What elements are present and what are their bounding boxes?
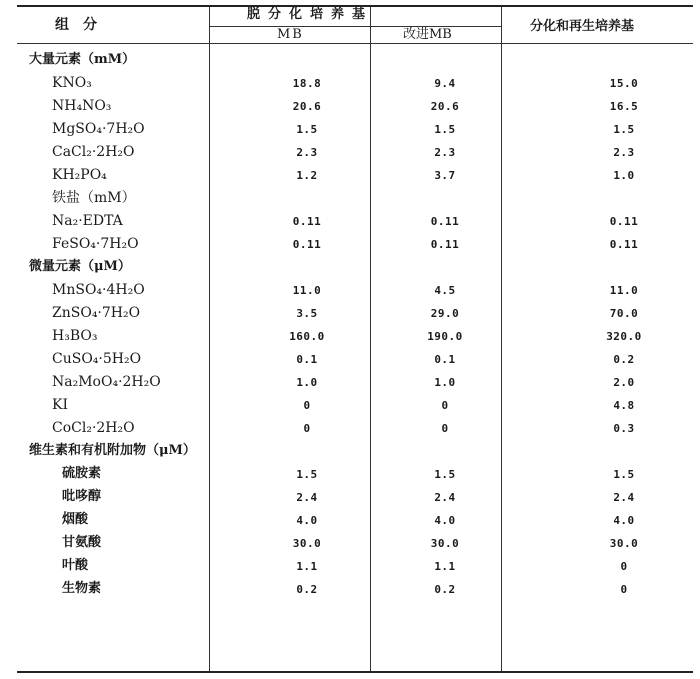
column-divider xyxy=(370,7,371,671)
mb-value: 1.5 xyxy=(296,468,318,481)
mb-value: 20.6 xyxy=(292,100,322,113)
diff-regen-value: 2.3 xyxy=(613,146,635,159)
diff-regen-value: 30.0 xyxy=(609,537,639,550)
section-heading: 维生素和有机附加物（μM） xyxy=(29,443,196,458)
mb-value: 1.1 xyxy=(296,560,318,573)
component-label: H₃BO₃ xyxy=(52,328,98,344)
diff-regen-value: 11.0 xyxy=(609,284,639,297)
diff-regen-value: 15.0 xyxy=(609,77,639,90)
header-dedifferentiation-medium: 脱分化培养基 xyxy=(247,7,374,22)
improved-mb-value: 2.4 xyxy=(434,491,456,504)
component-label: KNO₃ xyxy=(52,75,92,91)
improved-mb-value: 29.0 xyxy=(430,307,460,320)
improved-mb-value: 0.1 xyxy=(434,353,456,366)
diff-regen-value: 70.0 xyxy=(609,307,639,320)
component-label: 甘氨酸 xyxy=(62,535,102,550)
improved-mb-value: 1.5 xyxy=(434,468,456,481)
component-label: 叶酸 xyxy=(62,558,89,573)
component-label: ZnSO₄·7H₂O xyxy=(52,305,141,321)
component-label: 生物素 xyxy=(62,581,102,596)
component-label: Na₂MoO₄·2H₂O xyxy=(52,374,161,390)
component-label: KH₂PO₄ xyxy=(52,167,107,183)
diff-regen-value: 16.5 xyxy=(609,100,639,113)
mb-value: 1.2 xyxy=(296,169,318,182)
diff-regen-value: 0.11 xyxy=(609,238,639,251)
improved-mb-value: 0.2 xyxy=(434,583,456,596)
header-group-rule xyxy=(209,26,501,27)
diff-regen-value: 1.5 xyxy=(613,123,635,136)
improved-mb-value: 3.7 xyxy=(434,169,456,182)
mb-value: 11.0 xyxy=(292,284,322,297)
improved-mb-value: 4.5 xyxy=(434,284,456,297)
component-label: MnSO₄·4H₂O xyxy=(52,282,145,298)
improved-mb-value: 9.4 xyxy=(434,77,456,90)
diff-regen-value: 0.3 xyxy=(613,422,635,435)
diff-regen-value: 0 xyxy=(620,583,628,596)
header-rule xyxy=(17,43,693,44)
mb-value: 1.0 xyxy=(296,376,318,389)
column-divider xyxy=(209,7,210,671)
improved-mb-value: 1.5 xyxy=(434,123,456,136)
improved-mb-value: 20.6 xyxy=(430,100,460,113)
improved-mb-value: 2.3 xyxy=(434,146,456,159)
mb-value: 0.11 xyxy=(292,215,322,228)
component-label: FeSO₄·7H₂O xyxy=(52,236,139,252)
diff-regen-value: 320.0 xyxy=(606,330,642,343)
diff-regen-value: 2.4 xyxy=(613,491,635,504)
diff-regen-value: 4.0 xyxy=(613,514,635,527)
component-label: CaCl₂·2H₂O xyxy=(52,144,135,160)
header-improved-mb: 改进MB xyxy=(403,27,452,42)
mb-value: 3.5 xyxy=(296,307,318,320)
mb-value: 2.3 xyxy=(296,146,318,159)
component-label: KI xyxy=(52,397,68,413)
header-differentiation-regeneration-medium: 分化和再生培养基 xyxy=(530,19,635,34)
component-label: 烟酸 xyxy=(62,512,89,527)
improved-mb-value: 190.0 xyxy=(427,330,463,343)
improved-mb-value: 1.1 xyxy=(434,560,456,573)
section-heading: 微量元素（μM） xyxy=(29,259,131,274)
mb-value: 2.4 xyxy=(296,491,318,504)
diff-regen-value: 2.0 xyxy=(613,376,635,389)
component-label: 硫胺素 xyxy=(62,466,102,481)
media-composition-table xyxy=(17,5,693,673)
improved-mb-value: 0 xyxy=(441,399,449,412)
component-label: 吡哆醇 xyxy=(62,489,102,504)
component-label: MgSO₄·7H₂O xyxy=(52,121,145,137)
mb-value: 160.0 xyxy=(289,330,325,343)
diff-regen-value: 4.8 xyxy=(613,399,635,412)
improved-mb-value: 1.0 xyxy=(434,376,456,389)
improved-mb-value: 0 xyxy=(441,422,449,435)
mb-value: 1.5 xyxy=(296,123,318,136)
mb-value: 4.0 xyxy=(296,514,318,527)
mb-value: 0 xyxy=(303,399,311,412)
improved-mb-value: 0.11 xyxy=(430,215,460,228)
diff-regen-value: 0.11 xyxy=(609,215,639,228)
improved-mb-value: 0.11 xyxy=(430,238,460,251)
mb-value: 18.8 xyxy=(292,77,322,90)
diff-regen-value: 0.2 xyxy=(613,353,635,366)
mb-value: 0 xyxy=(303,422,311,435)
mb-value: 30.0 xyxy=(292,537,322,550)
mb-value: 0.11 xyxy=(292,238,322,251)
component-label: CoCl₂·2H₂O xyxy=(52,420,135,436)
improved-mb-value: 30.0 xyxy=(430,537,460,550)
section-heading: 大量元素（mM） xyxy=(29,52,136,67)
diff-regen-value: 1.5 xyxy=(613,468,635,481)
mb-value: 0.2 xyxy=(296,583,318,596)
component-label: NH₄NO₃ xyxy=(52,98,112,114)
header-mb: MB xyxy=(277,27,304,42)
column-divider xyxy=(501,7,502,671)
component-label: Na₂·EDTA xyxy=(52,213,123,229)
component-label: CuSO₄·5H₂O xyxy=(52,351,142,367)
improved-mb-value: 4.0 xyxy=(434,514,456,527)
header-component: 组分 xyxy=(55,17,111,33)
mb-value: 0.1 xyxy=(296,353,318,366)
diff-regen-value: 0 xyxy=(620,560,628,573)
component-label: 铁盐（mM） xyxy=(52,190,136,206)
diff-regen-value: 1.0 xyxy=(613,169,635,182)
